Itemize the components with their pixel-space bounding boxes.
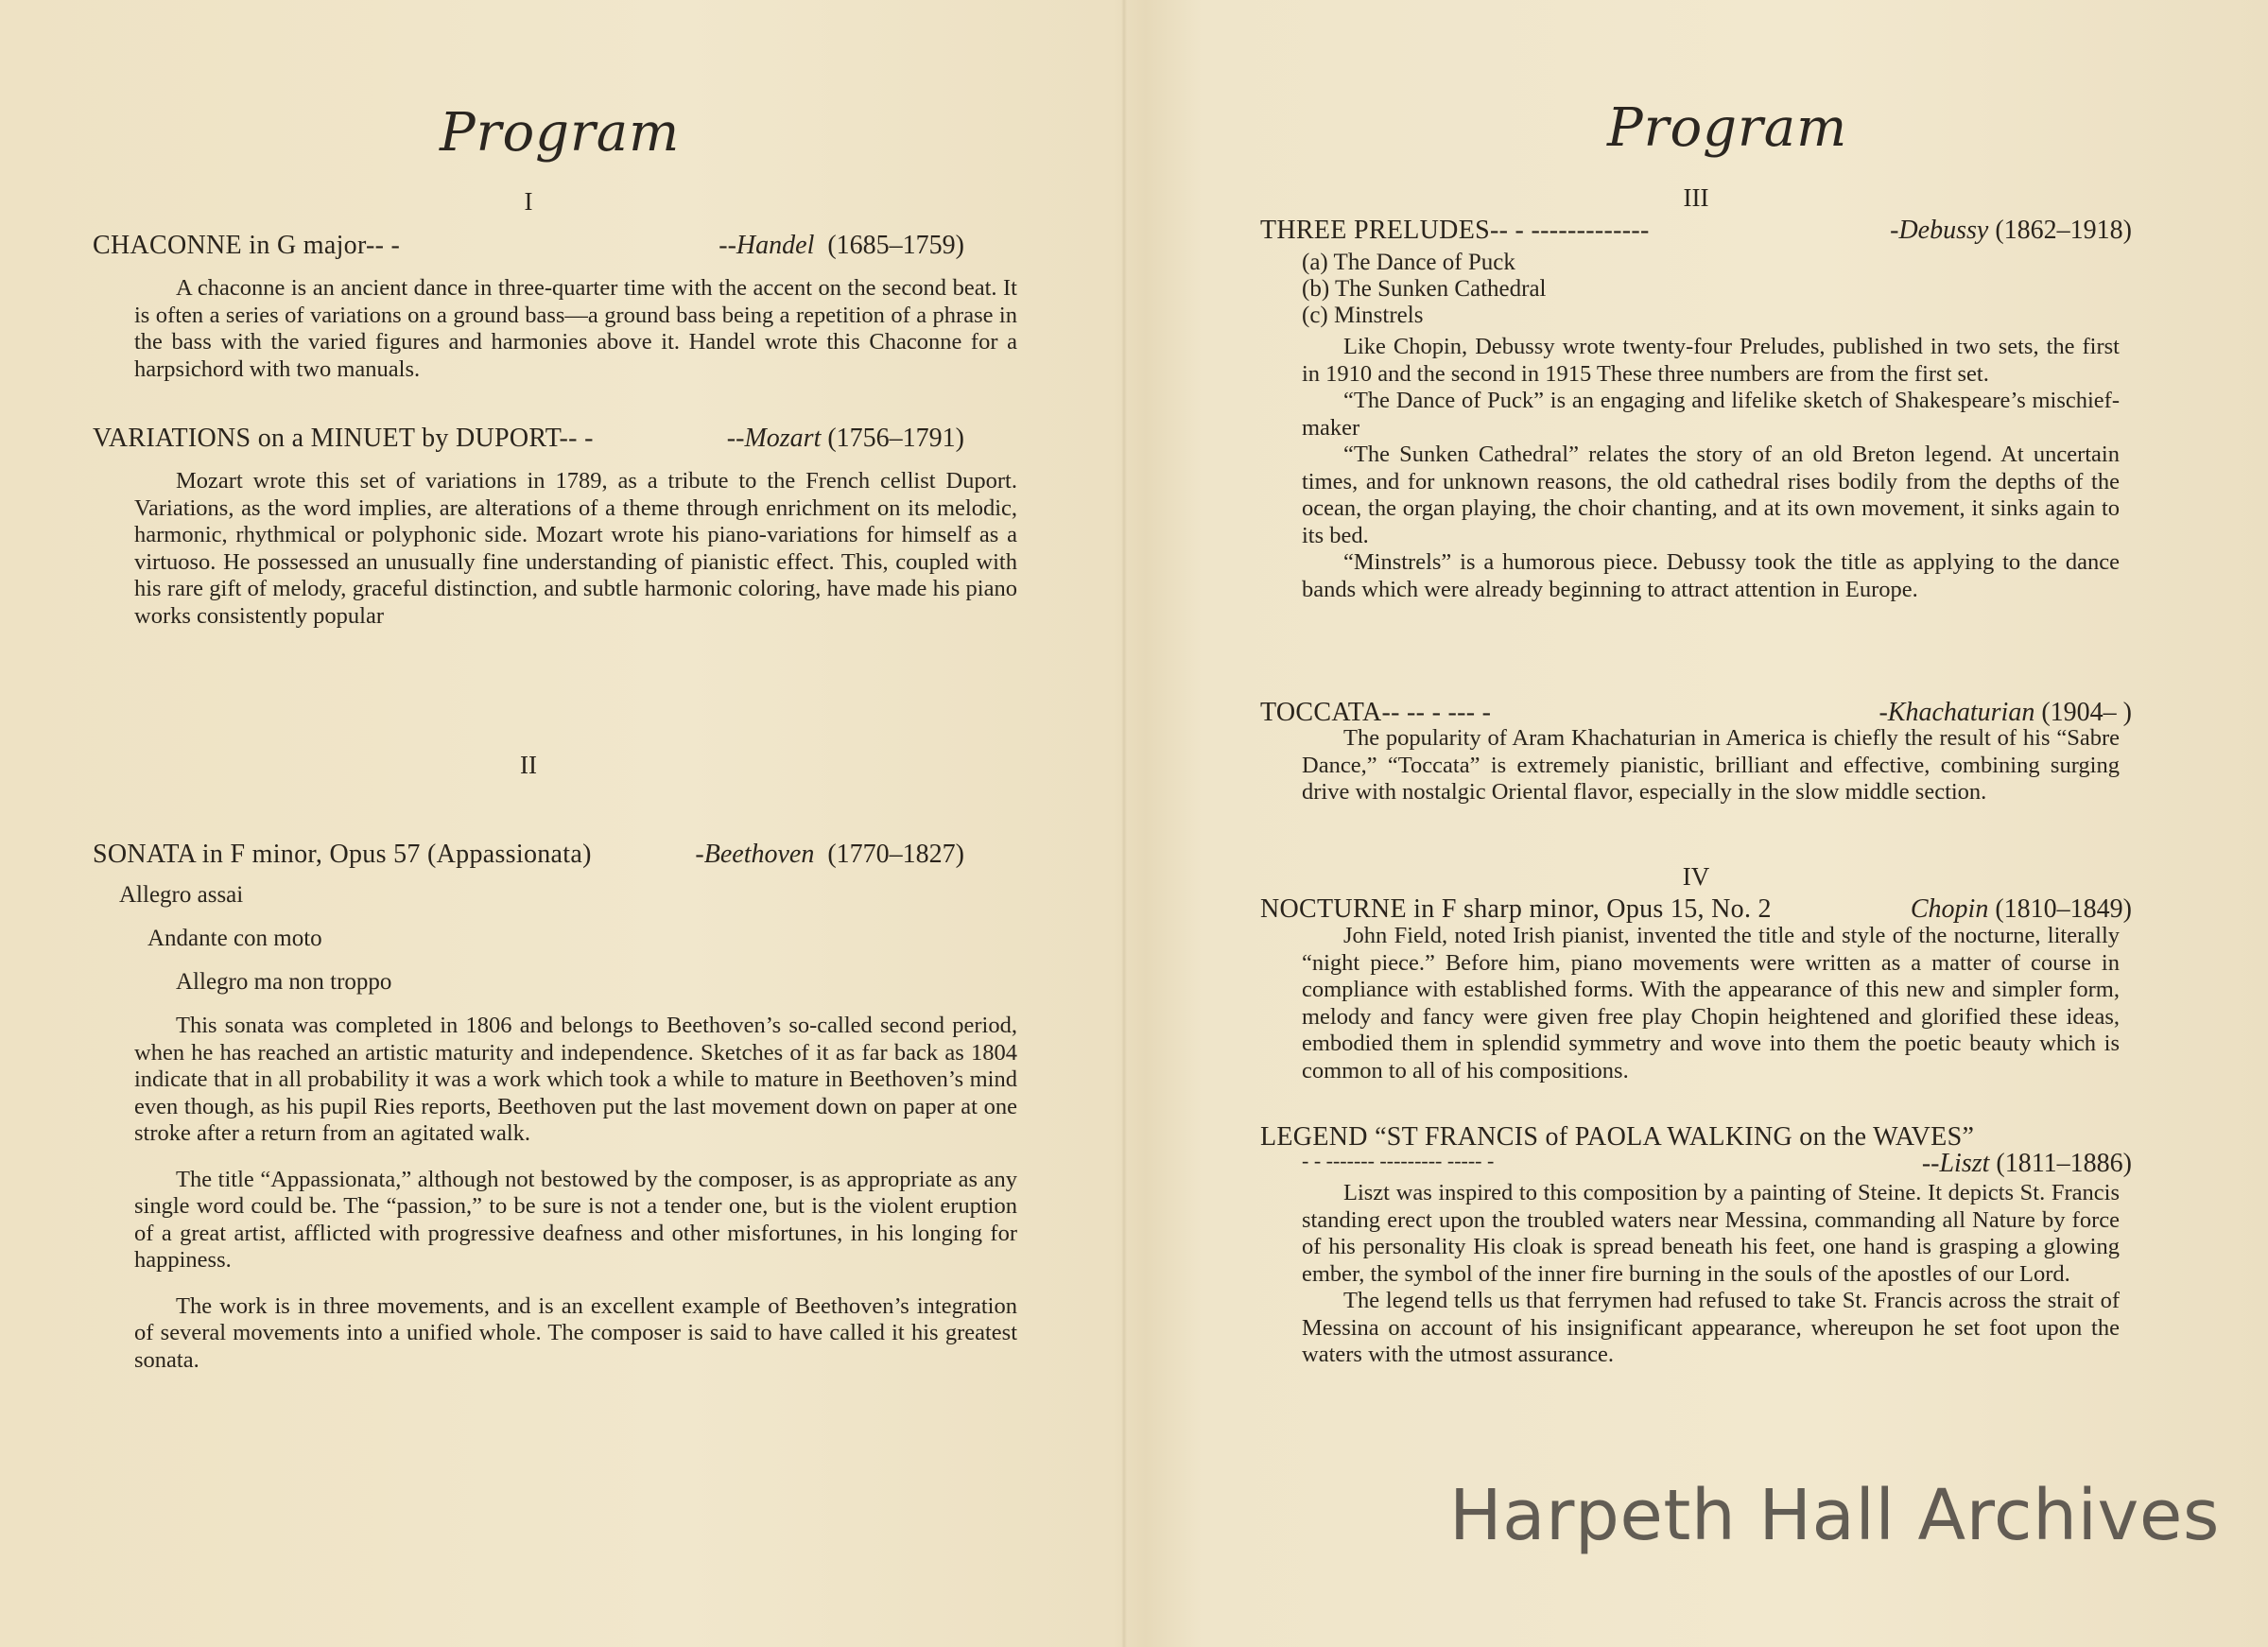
prelude-item-c: (c) Minstrels xyxy=(1302,303,1424,328)
composer-dates: (1685–1759) xyxy=(827,231,964,260)
section-numeral: I xyxy=(524,187,533,216)
composer-name: --Liszt xyxy=(1921,1149,1990,1178)
movement-3: Allegro ma non troppo xyxy=(176,969,392,995)
description-text: A chaconne is an ancient dance in three-quarter time with the accent on the second beat. It is often a series of variations on a ground bass—a ground bass being a repetition of a phrase in the bass with the varied figures and harmonies above it. Handel wrote this Chaconne for a harpsichord with two manuals. xyxy=(134,275,1017,382)
section-numeral: III xyxy=(1683,183,1709,212)
description-text: This sonata was completed in 1806 and belongs to Beethoven’s so-called second period, when he has reached an artistic maturity and independence. Sketches of it as far back as 1804 indicate that in all probability it was a work which took a while to mature in Beethoven’s mind even though, as his pupil Ries reports, Beethoven put the last movement down on paper at one stroke after a return from an agitated walk. xyxy=(134,1013,1017,1146)
composer xyxy=(718,231,964,261)
description-text: John Field, noted Irish pianist, invented the title and style of the nocturne, literally “night piece.” Before him, piano movements were written as a matter of course in compliance with established forms. With the appearance of this new and simpler form, melody and fancy were given free play Chopin heightened and glorified these ideas, embodied them in splendid symmetry and wove into them the poetic beauty which is common to all of his compositions. xyxy=(1302,923,2120,1084)
composer-name: Chopin xyxy=(1910,894,1989,924)
composer xyxy=(695,840,964,870)
composer-name: -Khachaturian xyxy=(1878,698,2035,727)
composer xyxy=(1922,1149,2132,1179)
prelude-item-a: (a) The Dance of Puck xyxy=(1302,250,1515,275)
section-numeral: IV xyxy=(1682,862,1710,891)
composer xyxy=(727,424,964,454)
program-entry-chaconne xyxy=(93,231,964,261)
description-text: Like Chopin, Debussy wrote twenty-four Preludes, published in two sets, the first in 1910 and the second in 1915 These three numbers are from the first set. xyxy=(1302,334,2120,387)
program-entry-toccata xyxy=(1260,698,2132,728)
page-heading: Program xyxy=(1607,97,1848,159)
center-fold xyxy=(1121,0,1127,1647)
program-entry-nocturne xyxy=(1260,894,2132,925)
page-heading: Program xyxy=(440,102,681,164)
piece-title: THREE PRELUDES-- - ------------- xyxy=(1260,216,1650,245)
piece-title: VARIATIONS on a MINUET by DUPORT-- - xyxy=(93,424,594,453)
description-text: The legend tells us that ferrymen had refused to take St. Francis across the strait of Messina on account of his insignificant appearance, whereupon he set foot upon the waters with the utmost assurance. xyxy=(1302,1288,2120,1367)
program-entry-legend-composer xyxy=(1260,1149,2132,1179)
description-text: Mozart wrote this set of variations in 1789, as a tribute to the French cellist Duport. Variations, as the word implies, are alterations of a theme through enrichment on its melodic, harmonic, rhythmical or polyphonic side. Mozart wrote his piano-variations for himself as a virtuoso. He possessed an unusually fine understanding of pianistic effect. This, coupled with his rare gift of melody, graceful distinction, and subtle harmonic coloring, have made his piano works consistently popular xyxy=(134,468,1017,629)
piece-title: TOCCATA-- -- - --- - xyxy=(1260,698,1492,727)
description-preludes xyxy=(1302,334,2120,603)
composer-name: -Debussy xyxy=(1890,216,1989,245)
piece-title: LEGEND “ST FRANCIS of PAOLA WALKING on the WAVES” xyxy=(1260,1122,1975,1152)
description-chaconne xyxy=(134,275,1017,383)
description-text: Liszt was inspired to this composition by a painting of Steine. It depicts St. Francis standing erect upon the troubled waters near Messina, commanding all Nature by force of his personality His cloak is spread beneath his feet, one hand is grasping a glowing ember, the symbol of the inner fire burning in the souls of the apostles of our Lord. xyxy=(1302,1180,2120,1287)
description-text: The popularity of Aram Khachaturian in America is chiefly the result of his “Sabre Dance,” “Toccata” is extremely pianistic, brilliant and effective, combining surging drive with nostalgic Oriental flavor, especially in the slow middle section. xyxy=(1302,725,2120,805)
description-nocturne xyxy=(1302,923,2120,1084)
prelude-item-b: (b) The Sunken Cathedral xyxy=(1302,276,1547,302)
section-numeral: II xyxy=(520,751,537,779)
composer-dates: (1862–1918) xyxy=(1995,216,2132,245)
piece-title: NOCTURNE in F sharp minor, Opus 15, No. 2 xyxy=(1260,894,1772,924)
piece-title: SONATA in F minor, Opus 57 (Appassionata) xyxy=(93,840,592,869)
composer-name: -Beethoven xyxy=(695,840,815,869)
description-legend xyxy=(1302,1180,2120,1369)
composer xyxy=(1911,894,2132,925)
movement-1: Allegro assai xyxy=(119,882,244,908)
composer-name: --Mozart xyxy=(726,424,822,453)
program-entry-sonata xyxy=(93,840,964,870)
composer xyxy=(1878,698,2132,728)
description-text: “The Dance of Puck” is an engaging and lifelike sketch of Shakespeare’s mischief-maker xyxy=(1302,388,2120,441)
description-sonata xyxy=(134,1013,1017,1374)
archive-watermark: Harpeth Hall Archives xyxy=(1449,1475,2220,1556)
composer-dates: (1770–1827) xyxy=(827,840,964,869)
composer-name: --Handel xyxy=(718,231,815,260)
program-entry-variations xyxy=(93,424,964,454)
description-text: “Minstrels” is a humorous piece. Debussy took the title as applying to the dance bands which were already beginning to attract attention in Europe. xyxy=(1302,549,2120,602)
description-text: The title “Appassionata,” although not bestowed by the composer, is as appropriate as any single word could be. The “passion,” to be sure is not a tender one, but is the violent eruption of a great artist, afflicted with progressive deafness and other misfortunes, in his longing for happiness. xyxy=(134,1166,1017,1273)
description-toccata xyxy=(1302,725,2120,806)
movement-2: Andante con moto xyxy=(147,926,322,951)
composer-dates: (1756–1791) xyxy=(827,424,964,453)
description-variations xyxy=(134,468,1017,630)
composer-dates: (1811–1886) xyxy=(1996,1149,2132,1178)
description-text: “The Sunken Cathedral” relates the story of an old Breton legend. At uncertain times, and for unknown reasons, the old cathedral rises bodily from the depths of the ocean, the organ playing, the choir chanting, and at its own movement, it sinks again to its bed. xyxy=(1302,442,2120,548)
composer xyxy=(1890,216,2132,246)
leader-dashes: - - ------- --------- ----- - xyxy=(1302,1149,1495,1172)
program-entry-preludes xyxy=(1260,216,2132,246)
composer-dates: (1810–1849) xyxy=(1995,894,2132,924)
description-text: The work is in three movements, and is an excellent example of Beethoven’s integration of several movements into a unified whole. The composer is said to have called it his greatest sonata. xyxy=(134,1292,1017,1373)
composer-dates: (1904– ) xyxy=(2041,698,2132,727)
piece-title: CHACONNE in G major-- - xyxy=(93,231,401,260)
